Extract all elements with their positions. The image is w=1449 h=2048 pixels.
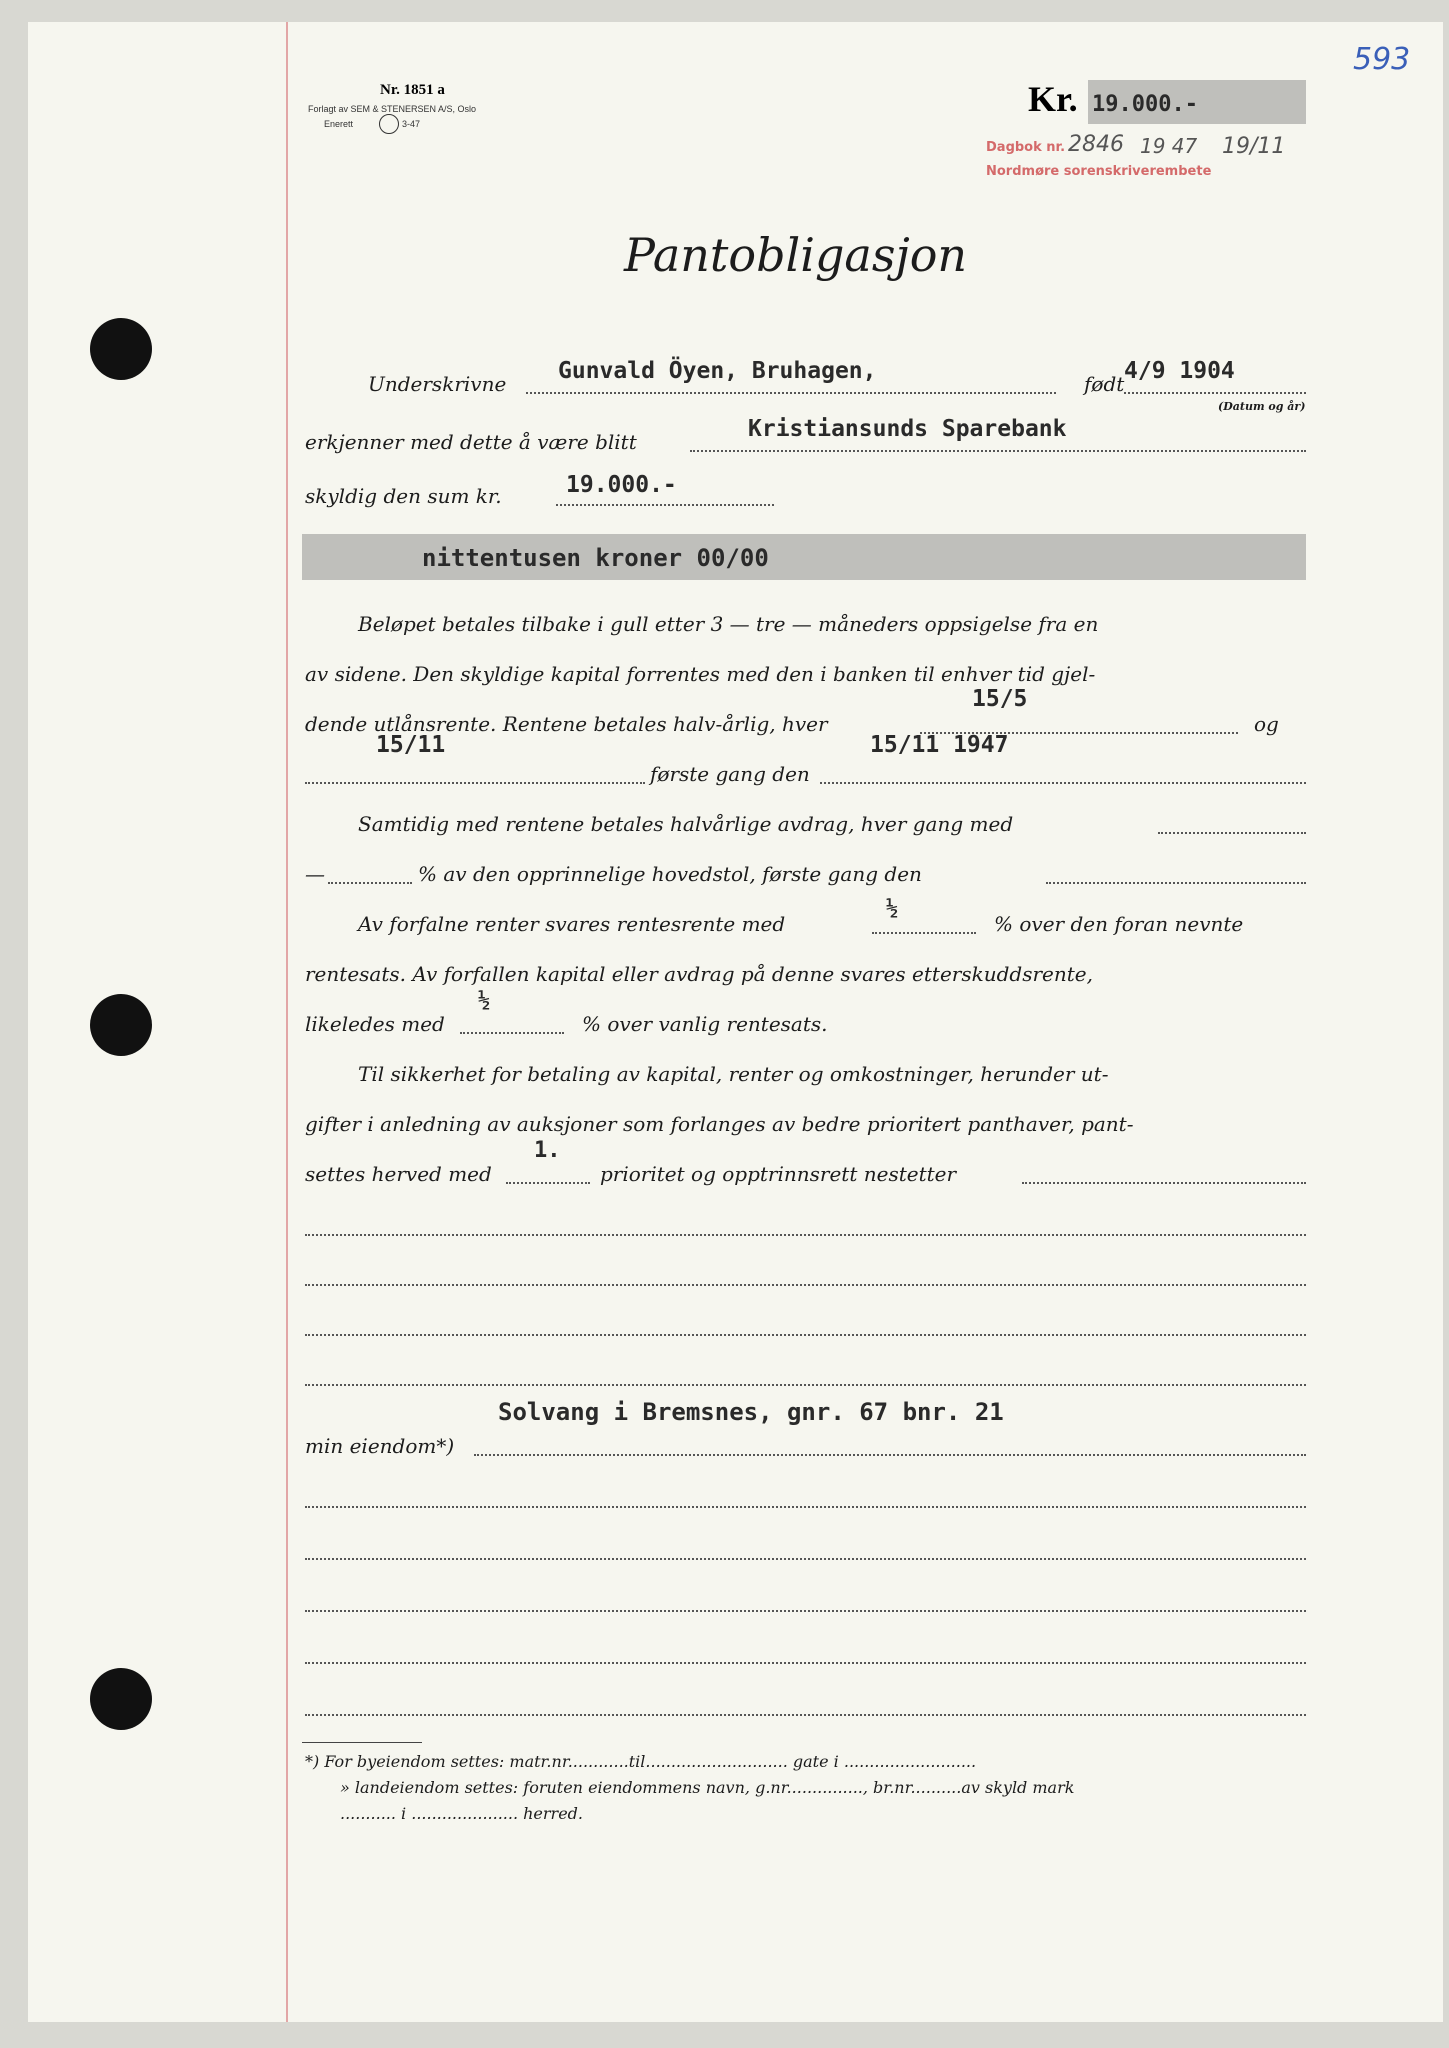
undersk-label: Underskrivne — [368, 372, 507, 396]
stamp-date: 19/11 — [1222, 134, 1286, 159]
eiendom-label: min eiendom*) — [305, 1434, 455, 1458]
footnote-rule — [302, 1742, 422, 1743]
stamp-dagbok-label: Dagbok nr. — [986, 140, 1066, 155]
document-title: Pantobligasjon — [624, 228, 968, 282]
p4-line3-dots — [506, 1182, 590, 1184]
p3-line3a: likeledes med — [305, 1012, 445, 1036]
creditor-value: Kristiansunds Sparebank — [748, 416, 1067, 442]
p4-line3a: settes herved med — [305, 1162, 492, 1186]
skyldig-dots — [556, 504, 774, 506]
erkjenner-label: erkjenner med dette å være blitt — [305, 430, 637, 454]
p2-line1-dots — [1158, 832, 1306, 834]
p2-dash: — — [305, 862, 325, 886]
punch-hole — [90, 318, 152, 380]
p3-line3-dots — [460, 1032, 564, 1034]
fodt-value: 4/9 1904 — [1124, 358, 1235, 384]
undersk-dots — [526, 392, 1056, 394]
kr-label: Kr. — [1028, 79, 1078, 119]
p2-line2-pre-dots — [328, 882, 412, 884]
skyldig-label: skyldig den sum kr. — [305, 484, 502, 508]
priority-value: 1. — [534, 1138, 561, 1163]
blank-line — [305, 1714, 1306, 1716]
p2-line2-dots — [1046, 882, 1306, 884]
publisher: Forlagt av SEM & STENERSEN A/S, Oslo — [308, 104, 477, 114]
p1-line4-dots — [305, 782, 645, 784]
p3-line2: rentesats. Av forfallen kapital eller avdrag på denne svares etterskuddsrente, — [305, 962, 1093, 986]
kr-value: 19.000.- — [1092, 92, 1198, 117]
forste-gang-value: 15/11 1947 — [870, 732, 1009, 758]
forste-gang-dots — [820, 782, 1306, 784]
p1-line3-value: 15/5 — [972, 686, 1028, 712]
late-half-value: ½ — [478, 988, 491, 1012]
fodt-dots — [1124, 392, 1306, 394]
document-page — [28, 22, 1443, 2022]
forste-gang-label: første gang den — [650, 762, 810, 786]
blank-line — [305, 1384, 1306, 1386]
punch-hole — [90, 994, 152, 1056]
eiendom-dots — [474, 1454, 1306, 1456]
footnote-line1: *) For byeiendom settes: matr.nr............til............................ gate i .......................... — [305, 1752, 977, 1771]
interest-half-value: ½ — [886, 896, 899, 920]
og-label: og — [1254, 712, 1279, 736]
p3-line3b: % over vanlig rentesats. — [582, 1012, 828, 1036]
edition: 3-47 — [402, 119, 421, 129]
blank-line — [305, 1662, 1306, 1664]
erkjenner-dots — [690, 450, 1306, 452]
blank-line — [305, 1284, 1306, 1286]
undersk-value: Gunvald Öyen, Bruhagen, — [558, 358, 877, 384]
blank-line — [305, 1334, 1306, 1336]
p1-line1: Beløpet betales tilbake i gull etter 3 — tre — måneders oppsigelse fra en — [358, 612, 1099, 636]
blank-line — [305, 1610, 1306, 1612]
page-number: 593 — [1353, 42, 1411, 77]
stamp-year: 19 47 — [1140, 134, 1198, 158]
punch-hole — [90, 1668, 152, 1730]
enerett-label: Enerett — [324, 119, 354, 129]
publisher-logo — [379, 114, 399, 134]
datum-label: (Datum og år) — [1218, 400, 1306, 413]
form-number: Nr. 1851 a — [380, 82, 445, 98]
p3-line1-dots — [872, 932, 976, 934]
blank-line — [305, 1558, 1306, 1560]
blank-line — [305, 1506, 1306, 1508]
p2-line2: % av den opprinnelige hovedstol, første gang den — [418, 862, 922, 886]
footnote-line2: » landeiendom settes: foruten eiendommens navn, g.nr..............., br.nr..........av skyld mark — [340, 1778, 1075, 1797]
p1-line3: dende utlånsrente. Rentene betales halv-årlig, hver — [305, 712, 828, 736]
sum-value: 19.000.- — [566, 472, 677, 498]
stamp-dagbok-number: 2846 — [1068, 132, 1124, 157]
footnote-line3: ........... i ..................... herred. — [340, 1804, 583, 1823]
p3-line1a: Av forfalne renter svares rentesrente med — [358, 912, 786, 936]
p2-line1: Samtidig med rentene betales halvårlige avdrag, hver gang med — [358, 812, 1014, 836]
stamp-office: Nordmøre sorenskriverembete — [986, 164, 1212, 179]
property-value: Solvang i Bremsnes, gnr. 67 bnr. 21 — [498, 1398, 1004, 1426]
p3-line1b: % over den foran nevnte — [994, 912, 1244, 936]
p4-line2: gifter i anledning av auksjoner som forlanges av bedre prioritert panthaver, pant- — [305, 1112, 1134, 1136]
p1-line2: av sidene. Den skyldige kapital forrentes med den i banken til enhver tid gjel- — [305, 662, 1096, 686]
fodt-label: født — [1084, 372, 1125, 396]
blank-line — [305, 1234, 1306, 1236]
sum-words: nittentusen kroner 00/00 — [422, 544, 769, 572]
p4-line1: Til sikkerhet for betaling av kapital, renter og omkostninger, herunder ut- — [358, 1062, 1109, 1086]
p1-line4-value: 15/11 — [376, 732, 446, 758]
p4-line3-end-dots — [1022, 1182, 1306, 1184]
margin-line — [286, 22, 288, 2022]
p4-line3b: prioritet og opptrinnsrett nestetter — [600, 1162, 957, 1186]
